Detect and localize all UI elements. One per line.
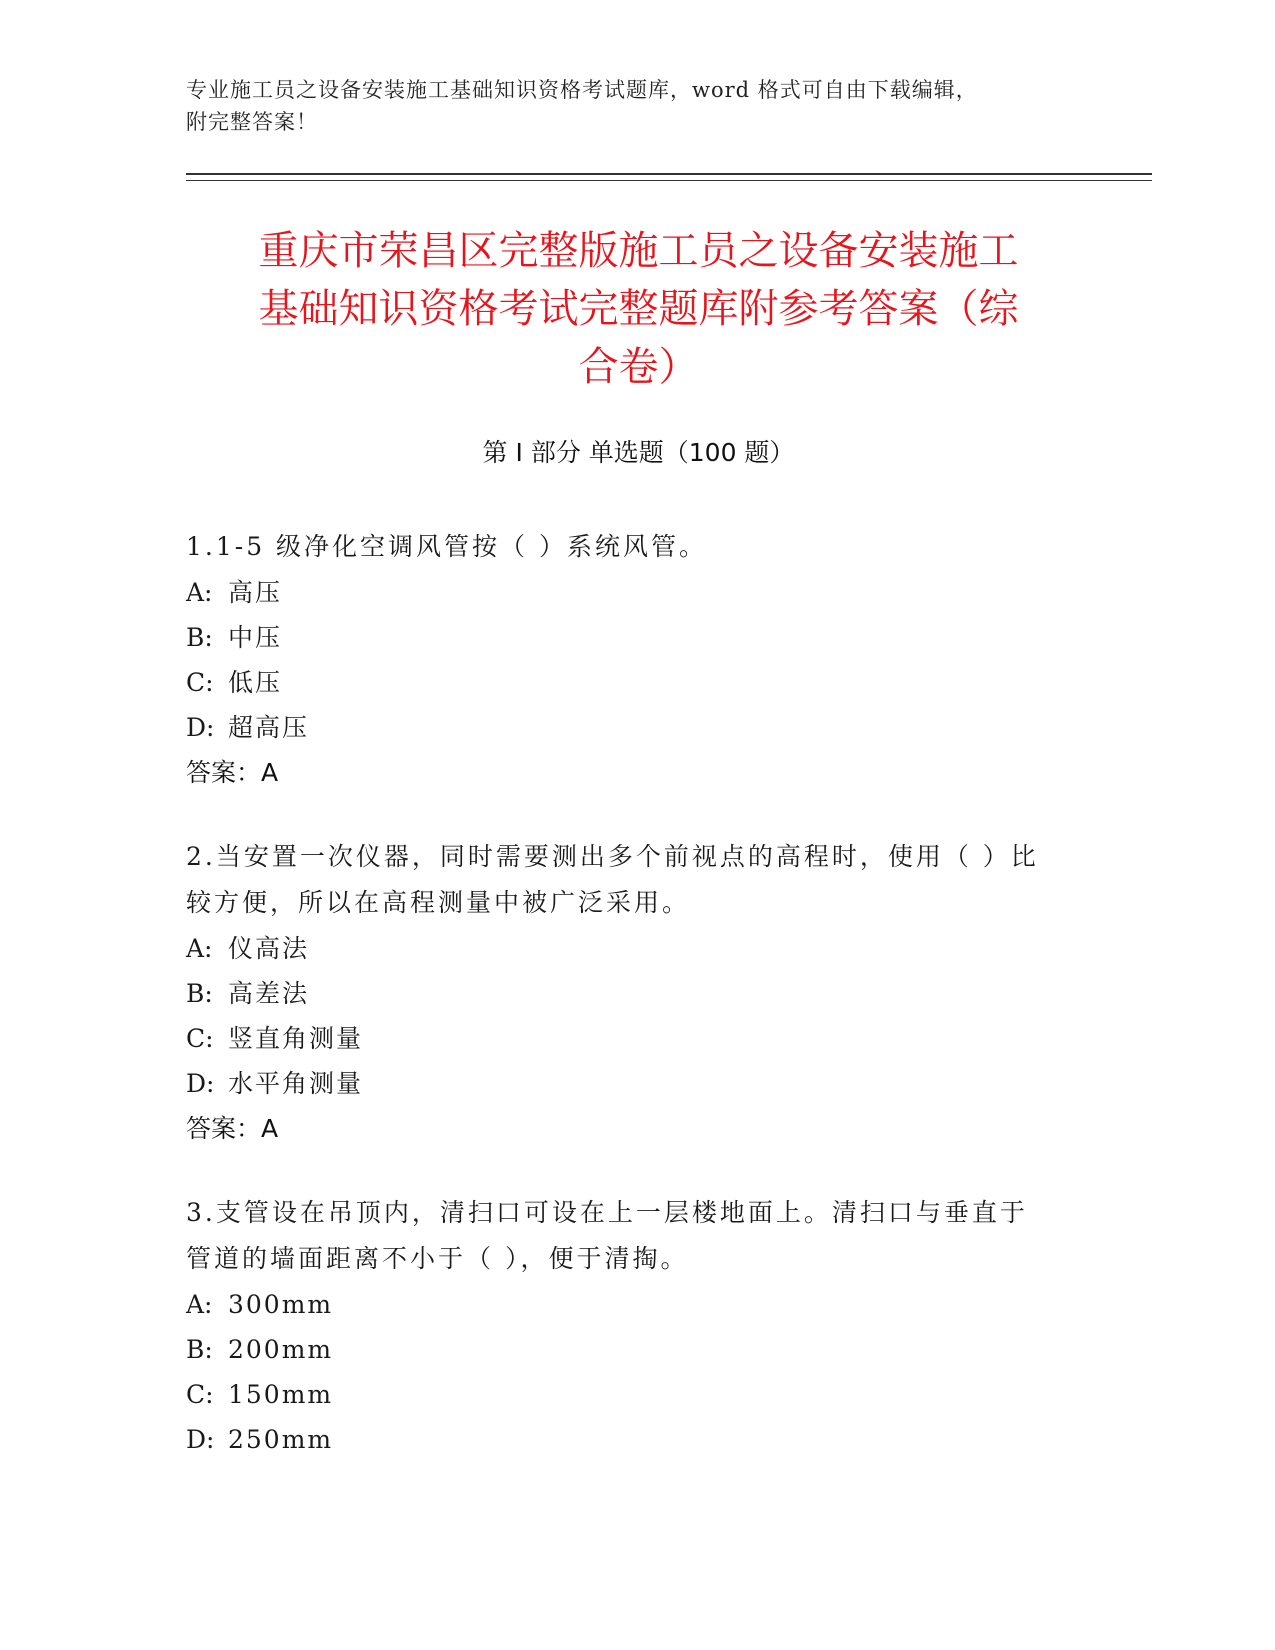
document-title-line2: 基础知识资格考试完整题库附参考答案（综 [258, 286, 1019, 332]
header-divider-thin [186, 180, 1152, 181]
document-title [186, 222, 1091, 396]
option-key: C: [186, 1380, 214, 1409]
option-b [186, 971, 1066, 1016]
option-key: C: [186, 1024, 214, 1053]
option-key: A: [186, 578, 213, 607]
option-d [186, 1061, 1066, 1106]
option-text: 超高压 [228, 713, 310, 742]
option-key: A: [186, 934, 213, 963]
question-1 [186, 524, 1066, 796]
option-b [186, 1327, 1066, 1372]
option-key: D: [186, 713, 215, 742]
option-text: 低压 [228, 668, 283, 697]
question-3 [186, 1190, 1066, 1462]
option-key: D: [186, 1425, 215, 1454]
option-text: 竖直角测量 [228, 1024, 364, 1053]
option-c [186, 1016, 1066, 1061]
answer: 答案：A [186, 758, 279, 787]
option-key: D: [186, 1069, 215, 1098]
header-note-line1: 专业施工员之设备安装施工基础知识资格考试题库，word 格式可自由下载编辑， [186, 78, 978, 102]
option-b [186, 615, 1066, 660]
option-key: A: [186, 1290, 213, 1319]
section-heading: 第 I 部分 单选题（100 题） [482, 438, 795, 467]
option-key: B: [186, 1335, 213, 1364]
option-text: 仪高法 [228, 934, 310, 963]
option-d [186, 705, 1066, 750]
option-c [186, 1372, 1066, 1417]
question-stem: 3.支管设在吊顶内，清扫口可设在上一层楼地面上。清扫口与垂直于 [186, 1198, 1028, 1227]
option-text: 中压 [228, 623, 283, 652]
option-key: B: [186, 623, 213, 652]
option-a [186, 926, 1066, 971]
header-note [186, 74, 1066, 138]
option-text: 高差法 [228, 979, 310, 1008]
option-text: 300mm [228, 1290, 334, 1319]
option-text: 200mm [228, 1335, 334, 1364]
option-text: 150mm [228, 1380, 334, 1409]
question-stem: 1.1-5 级净化空调风管按（ ）系统风管。 [186, 532, 708, 561]
question-2 [186, 834, 1066, 1152]
option-d [186, 1417, 1066, 1462]
header-divider-thick [186, 173, 1152, 175]
option-text: 水平角测量 [228, 1069, 364, 1098]
header-note-line2: 附完整答案！ [186, 110, 318, 134]
option-a [186, 570, 1066, 615]
option-c [186, 660, 1066, 705]
document-title-line3: 合卷） [578, 344, 699, 390]
question-stem-continued: 管道的墙面距离不小于（ ），便于清掏。 [186, 1244, 689, 1273]
question-stem: 2.当安置一次仪器，同时需要测出多个前视点的高程时，使用（ ）比 [186, 842, 1039, 871]
option-text: 250mm [228, 1425, 334, 1454]
answer: 答案：A [186, 1114, 279, 1143]
option-key: B: [186, 979, 213, 1008]
question-list [186, 524, 1066, 1500]
option-text: 高压 [228, 578, 283, 607]
option-key: C: [186, 668, 214, 697]
question-stem-continued: 较方便，所以在高程测量中被广泛采用。 [186, 888, 691, 917]
option-a [186, 1282, 1066, 1327]
document-title-line1: 重庆市荣昌区完整版施工员之设备安装施工 [258, 228, 1019, 274]
